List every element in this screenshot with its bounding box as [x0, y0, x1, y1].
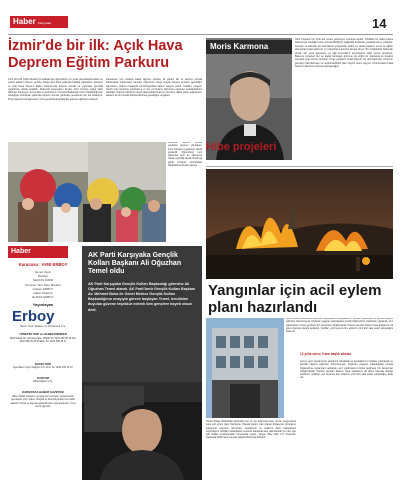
article3-subhead: 12 yıllık süreç 3 ana başlık altında: [300, 352, 352, 356]
print-text: Ege Basın Yayın Dağıtım A.Ş. İzmir Tel: 0232 435 10 10: [13, 366, 73, 369]
section-divider: [206, 166, 393, 167]
masthead-logo-text: Haber: [11, 248, 31, 255]
management-title: YÖNETİM YERİ ve HABER MERKEZİ: [19, 332, 67, 336]
event-photo: [8, 142, 166, 242]
article3-col2: Ayrıca yerel yönetimlerle koordineli çalışılarak su kaynaklarının haritası çıkarılacak ve gönüllü itfaiyeci eğitimleri düzenlenecek. Köylerde yaşayan vatandaşlara yönelik bilgilendirme toplantıları yapılacak, anız yakılmasının önüne geçilmesi için denetimler sıklaştırılacak. Haziran ayından itibaren hava araçlarının da görev başında olacağı açıklandı. Yetkililer, yaz boyunca tüm ekiplerin yirmi dört saat esaslı çalışacağını ifade etti.: [300, 360, 393, 380]
column-text: Hibe Projeleri her türlü kar amacı gütmeyen kuruluşa açıktır. Özellikle bu hafta kısaca bahsetmek istediğim konu Avrupa Birliği'nin sağladığı fonlardan yararlanmanın yollarıdır. Gençler ve kadınlar için hazırlanan programlar, kültür ve sanat projeleri, çevre ve eğitim alanındaki çalışmalar her yıl milyonlarca avroluk destek alıyor. Bu fırsatlardan haberdar olmak için yerel ajansların ve ilgili kurumların duyurularını takip etmek gerekiyor. Başvuru süreçleri her ne kadar karmaşık görünse de doğru bir planlama ile başarılı sonuçlar elde etmek mümkün. Proje yazarken hedef kitlenin net tanımlanması, bütçenin gerçekçi hazırlanması ve sürdürülebilirlik planı büyük önem taşıyor. Önümüzdeki hafta başvuru takvimini sizlerle paylaşacağım.: [295, 38, 393, 69]
akparti-title: AK Parti Karşıyaka Gençlik Kolları Başkanı Ali Oğuzhan Temel oldu: [88, 252, 182, 276]
building-photo: [206, 318, 284, 418]
column-title: Hibe projeleri: [206, 141, 277, 153]
logo-text: Haber: [13, 17, 36, 26]
columnist-name-bar: [206, 40, 292, 54]
erboy-logo: Erboy: [12, 308, 55, 325]
print-title: BASKI YERİ: [35, 362, 51, 366]
masthead-logo: [8, 246, 68, 258]
page-number: 14: [372, 16, 387, 31]
staff-row: SEÇKİN İĞDİR: [32, 278, 54, 283]
article3-col1-upper: Ayrıca yerel yönetimlerle koordineli çalışılarak su kaynaklarının haritası çıkarılacak ve gönüllü itfaiyeci eğitimleri düzenlenecek. Köylerde yaşayan vatandaşlara yönelik bilgilendirme toplantıları yapılacak, anız yakılmasının önüne geçilmesi için denetimler sıklaştırılacak. Haziran ayından itibaren hava araçlarının da görev başında olacağı açıklandı. Yetkililer, yaz boyunca tüm ekiplerin yirmi dört saat esaslı çalışacağını ifade etti.: [286, 318, 393, 334]
management-text: 1649 Sokak No: 34 Karşıyaka / İZMİR Tel: 0232 368 45 45 Fax: 0232 368 45 46 Reklam Tel: 0232 368 45 47: [9, 337, 77, 344]
staff-row: Genel Yayın: [34, 270, 52, 274]
distribution-title: DAĞITIM: [37, 376, 49, 380]
article1-col2: İşaretlenen son noktaya kadar deprem çantası, ilk yardım kiti ve deprem anında kullanılacak malzemeler tanıtıldı. Öğrenciler hangi sırayla hareket etmeleri gerektiğini öğrenirken, parkuru başarıyla tamamlayanlara katılım belgesi verildi. Yetkililer, projenin İzmir'in tüm ilçelerine yayılmasını ve her yıl binlerce öğrenciye ulaşmayı hedeflediklerini belirttiler. Deprem bilincinin küçük yaşta kazanılmasının önemine dikkat çeken eğitmenler, ailelerin de bu konuda bilinçlendirilmesi gerektiğini vurguladı.: [106, 78, 202, 98]
publisher-label: Yayınlayan: [32, 302, 54, 307]
akparti-portrait: [82, 382, 202, 480]
staff-row: Gülşen ERBOY: [32, 286, 54, 291]
staff-row: Haber Müdürü: [33, 291, 53, 296]
columnist-name: Moris Karmona: [210, 42, 269, 51]
logo-subtext: Karşıyaka: [37, 21, 52, 25]
gazette-text: Basın Ahlak Yasasına uymaya söz vermiştir. Gazetemizde yayınlanan yazı, haber, fotoğraf ve illüstrasyonların her hakkı saklıdır. İzinsiz ve kaynak gösterilmeden yayınlanamaz. Yerel süreli yayındır.: [10, 395, 76, 408]
akparti-text: AK Parti Karşıyaka Gençlik Kolları Başkanlığı görevine Ali Oğuzhan Temel atandı. AK Parti İzmir Gençlik Kolları Başkanı Av. Mehmet Buka ile Genel Merkez Gençlik Kolları Başkanlığının onayıyla göreve başlayan Temel, kendisine duyulan güvene teşekkür ederek tüm gençlere hayırlı olsun dedi.: [88, 281, 196, 312]
masthead-staff: [8, 270, 78, 299]
distribution-text: Birlik Dağıtım A.Ş.: [33, 380, 53, 383]
article3-col1: Orman Bölge Müdürlüğü tarafından her yıl yaz aylarında artan orman yangınlarına karşı acil eylem planı hazırlandı. Planda yangın riski yüksek bölgelerde gözetleme kulelerinin sayısının artırılması, arazözlerin ve ekiplerin hazır bekletilmesi öngörülüyor. Yetkililer vatandaşları ormanlık alanlarda ateş yakmamaları ve cam şişe gibi atıkları bırakmamaları konusunda uyardı. Yangın ihbar hattı 177 üzerinden yapılacak bildirimlerin anında değerlendirileceği belirtildi.: [206, 420, 296, 440]
fire-photo: [206, 169, 393, 279]
staff-row: Müdürü: [37, 274, 49, 279]
article1-col2-wrap: Parkurda deprem anında yapılması gereken çök-kapan-tutun hareketi uygulamalı olarak gösterildi. Öğrencilerin hem eğlenerek hem de öğrenerek zaman geçirdiği etkinlik büyük ilgi gördü. Program önümüzdeki haftalarda da devam edecek.: [168, 142, 202, 168]
header-divider: [8, 34, 393, 35]
staff-row: Sorumlu Yazı İşleri Müdürü: [25, 282, 61, 287]
article1-col1: İzmir 112 Acil Çağrı Merkezi'nin katkılarıyla, öğrencilerin yer yerde gerçekleştirecekleri en yoksul ataların deprem yerinde olduğu açık hava parkurda tatbikat yaptıklarını gösteren ve Açık Hava Deprem Eğitim Parkuru'nda deprem anında ne yapılması gerektiği uygulamalı olarak anlatıldı. Parkurda Geleneksel Ev'den İzmir Kentine kadar farklı bölümler bulunuyor. Ayrıca Afet ve Acil Durum Yönetimi Başkanlığı İzmir İl Müdürlüğü'nün desteğiyle hazırlanan parkurda deprem anında yapılması gerekenler tek tek anlatılıyor. Proje kapsamında öğrenciler, İzmir genelindeki okullardan gelerek eğitimlere katılıyor.: [8, 78, 103, 101]
founder-label: Kurucusu : AVNİ ERBOY: [18, 262, 68, 267]
newspaper-logo: [10, 16, 68, 28]
akparti-box: [82, 246, 202, 382]
article1-title: İzmir'de bir ilk: Açık Hava Deprem Eğitim Parkuru: [8, 38, 183, 71]
staff-row: ELMAS ERBOY: [32, 295, 54, 300]
erboy-subtitle: Basın Yayın Reklam ve Pazarlama A.Ş.: [20, 325, 66, 328]
gazette-title: KARŞIYAKA HABER GAZETESİ: [22, 390, 64, 394]
article3-title: Yangınlar için acil eylem planı hazırlandı: [208, 282, 382, 316]
